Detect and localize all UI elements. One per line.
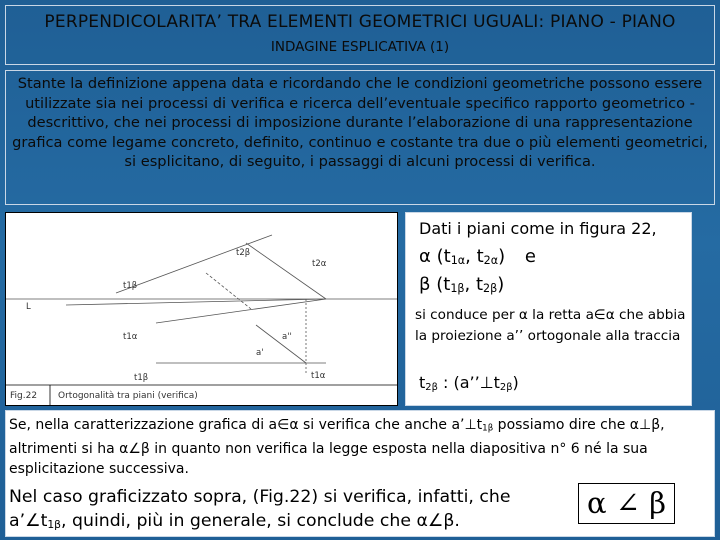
beta-close: ) xyxy=(497,274,505,295)
para2-part-a: Nel caso graficizzato sopra, (Fig.22) si verifica, infatti, che a’∠t xyxy=(9,487,511,531)
label-t2b: t2β xyxy=(236,248,251,258)
para1-part-b: possiamo dire che α⊥β, altrimenti si ha α∠β in quanto non verifica la legge esposta nella diapositiva n° 6 né la sua esplicitazione successiva. xyxy=(9,417,665,477)
slide-subtitle: INDAGINE ESPLICATIVA (1) xyxy=(270,39,450,55)
result-sub: 2β xyxy=(425,381,438,393)
alpha-sub1: 1α xyxy=(450,254,466,268)
line-a-dprime xyxy=(206,273,251,309)
result-pre: t xyxy=(419,373,426,392)
label-t1a-left: t1α xyxy=(123,332,138,342)
title-panel xyxy=(5,5,715,65)
label-t1a-right: t1α xyxy=(311,371,326,381)
intro-panel xyxy=(5,70,715,205)
trace-t1a xyxy=(66,299,326,305)
trace-t2b xyxy=(116,235,272,293)
result-close: ) xyxy=(512,373,519,392)
beta-sub1: 1β xyxy=(450,282,465,296)
intro-text: Stante la definizione appena data e ricordando che le condizioni geometriche possono essere utilizzate sia nei processi di verifica e ricerca dell’eventuale specifico rapporto geometrico - descrittivo, che nei processi di imposizione durante l’elaborazione di una rappresentazione grafica come legame concreto, definito, continuo e costante tra due o più elementi geometrici, si esplicitano, di seguito, i passaggi di alcuni processi di verifica. xyxy=(12,75,708,171)
figure-caption-left: Fig.22 xyxy=(10,391,38,401)
result-sub2: 2β xyxy=(499,381,513,393)
result-mid: : (a’’⊥t xyxy=(437,373,500,392)
label-t1b-bottom: t1β xyxy=(134,373,149,383)
label-l: L xyxy=(26,302,31,312)
beta-open: (t xyxy=(430,274,451,295)
data-panel xyxy=(405,212,692,406)
alpha-plane-line xyxy=(419,246,536,267)
para1-part-a: Se, nella caratterizzazione grafica di a∈α si verifica che anche a’⊥t xyxy=(9,417,483,433)
beta-mid: , t xyxy=(464,274,484,295)
data-result xyxy=(419,373,519,393)
label-a-prime: a' xyxy=(256,348,264,358)
slide-title: PERPENDICOLARITA’ TRA ELEMENTI GEOMETRICI UGUALI: PIANO - PIANO xyxy=(44,12,676,32)
beta-sub2: 2β xyxy=(483,282,498,296)
figure-22 xyxy=(5,212,398,406)
conclusion-paragraph-1 xyxy=(9,415,711,479)
label-a-dprime: a'' xyxy=(282,332,292,342)
alpha-sub2: 2α xyxy=(483,254,499,268)
alpha-mid: , t xyxy=(465,246,484,267)
beta-plane-line xyxy=(419,274,504,295)
alpha-close: ) xyxy=(498,246,506,267)
alpha-suffix: e xyxy=(524,246,536,267)
alpha-symbol: α xyxy=(419,246,431,267)
para2-sub: 1β xyxy=(47,518,62,532)
para2-part-b: , quindi, più in generale, si conclude che α∠β. xyxy=(61,511,460,531)
beta-symbol: β xyxy=(419,274,431,295)
figure-caption-right: Ortogonalità tra piani (verifica) xyxy=(58,391,198,401)
label-t1b-top: t1β xyxy=(123,281,138,291)
trace-t2a xyxy=(246,243,326,299)
conclusion-symbol-box: α ∠ β xyxy=(578,483,675,524)
label-t2a: t2α xyxy=(312,259,327,269)
alpha-open: (t xyxy=(430,246,451,267)
data-intro-line: Dati i piani come in figura 22, xyxy=(419,219,657,238)
data-description: si conduce per α la retta a∈α che abbia la proiezione a’’ ortogonale alla traccia xyxy=(415,307,686,344)
conclusion-paragraph-2 xyxy=(9,485,569,537)
para1-sub: 1β xyxy=(482,423,494,434)
